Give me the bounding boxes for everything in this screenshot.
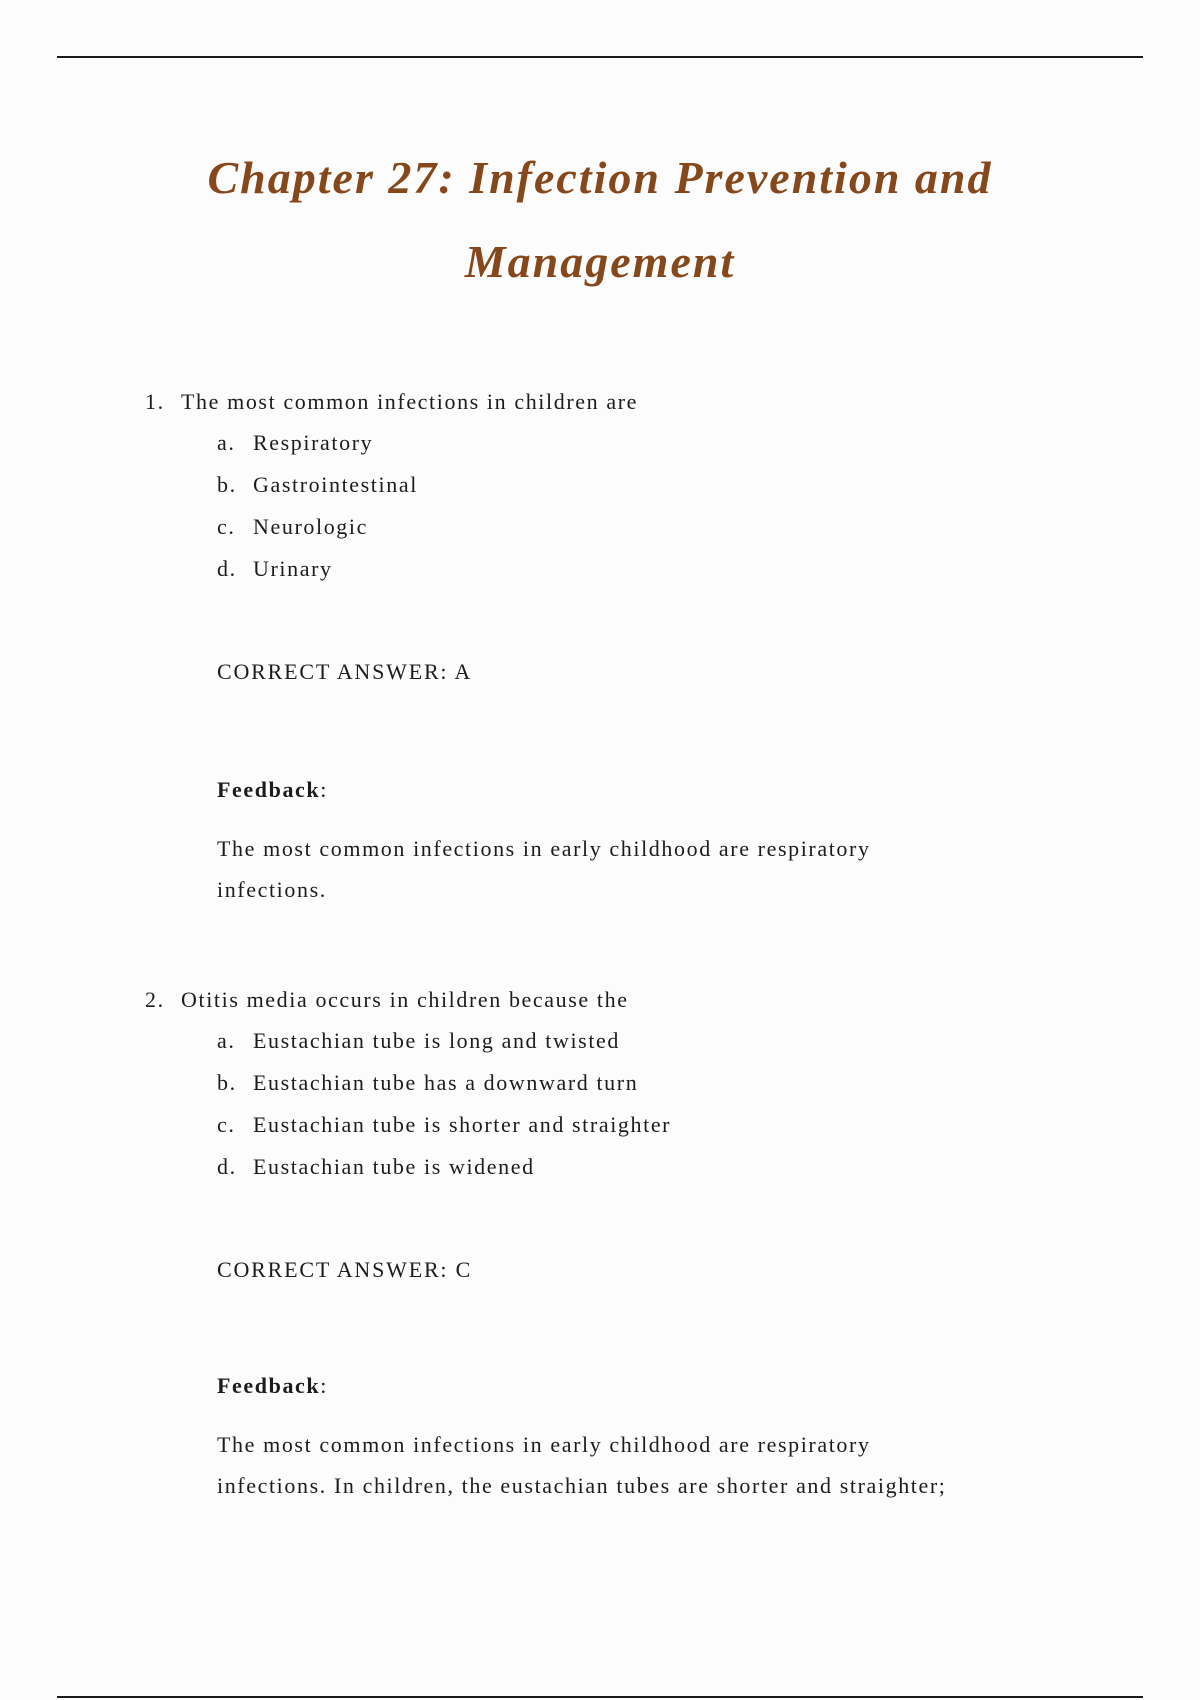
feedback-label-text: Feedback xyxy=(217,1373,321,1398)
option-text: Urinary xyxy=(253,556,333,581)
feedback-line: The most common infections in early childhood are respiratory xyxy=(217,1432,871,1457)
feedback-colon: : xyxy=(320,777,328,802)
feedback-text xyxy=(217,828,1117,910)
feedback-line: infections. In children, the eustachian tubes are shorter and straighter; xyxy=(217,1473,947,1498)
option-text: Eustachian tube is widened xyxy=(253,1154,535,1179)
question-number: 1. xyxy=(145,389,165,414)
option-b xyxy=(217,1062,1105,1104)
feedback-line: infections. xyxy=(217,877,327,902)
option-c xyxy=(217,1104,1105,1146)
feedback-label-text: Feedback xyxy=(217,777,321,802)
feedback-colon: : xyxy=(320,1373,328,1398)
option-letter: c. xyxy=(217,1112,236,1137)
option-letter: c. xyxy=(217,514,236,539)
title-line-1: Chapter 27: Infection Prevention and xyxy=(207,152,993,203)
option-list xyxy=(145,422,1105,590)
option-letter: a. xyxy=(217,430,236,455)
option-text: Eustachian tube is shorter and straighter xyxy=(253,1112,672,1137)
option-letter: a. xyxy=(217,1028,236,1053)
question-number: 2. xyxy=(145,987,165,1012)
option-text: Eustachian tube has a downward turn xyxy=(253,1070,639,1095)
option-letter: d. xyxy=(217,556,237,581)
question-1 xyxy=(145,382,1105,910)
bottom-rule xyxy=(57,1696,1143,1698)
question-text: The most common infections in children are xyxy=(181,389,638,414)
option-a xyxy=(217,422,1105,464)
feedback-line: The most common infections in early childhood are respiratory xyxy=(217,836,871,861)
correct-answer: CORRECT ANSWER: A xyxy=(217,659,473,684)
question-stem xyxy=(145,980,1105,1020)
option-text: Respiratory xyxy=(253,430,374,455)
page-title xyxy=(0,136,1200,304)
question-2 xyxy=(145,980,1105,1506)
question-text: Otitis media occurs in children because the xyxy=(181,987,629,1012)
feedback-text xyxy=(217,1424,1117,1506)
title-line-2: Management xyxy=(464,236,736,287)
correct-answer: CORRECT ANSWER: C xyxy=(217,1257,473,1282)
feedback-label xyxy=(217,770,1105,810)
top-rule xyxy=(57,56,1143,58)
option-text: Neurologic xyxy=(253,514,368,539)
option-d xyxy=(217,548,1105,590)
option-list xyxy=(145,1020,1105,1188)
option-letter: d. xyxy=(217,1154,237,1179)
option-text: Gastrointestinal xyxy=(253,472,418,497)
option-a xyxy=(217,1020,1105,1062)
option-c xyxy=(217,506,1105,548)
option-d xyxy=(217,1146,1105,1188)
question-stem xyxy=(145,382,1105,422)
feedback-label xyxy=(217,1366,1105,1406)
option-text: Eustachian tube is long and twisted xyxy=(253,1028,620,1053)
option-letter: b. xyxy=(217,472,237,497)
option-b xyxy=(217,464,1105,506)
option-letter: b. xyxy=(217,1070,237,1095)
